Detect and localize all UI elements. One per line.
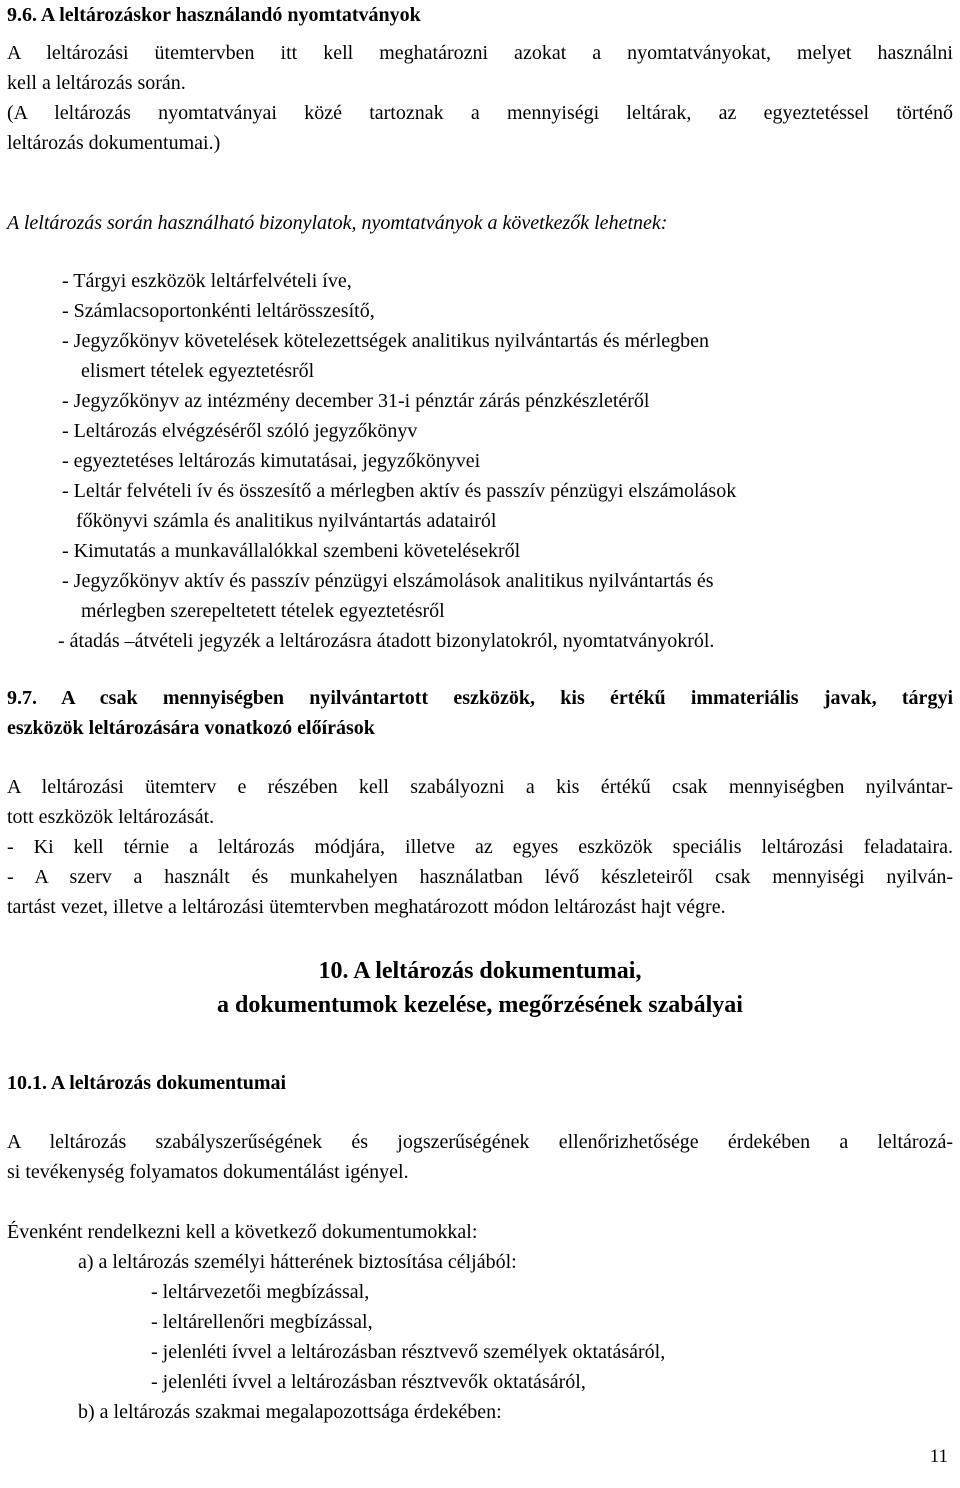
- sub-list-item: - jelenléti ívvel a leltározásban résztvevők oktatásáról,: [151, 1371, 586, 1393]
- paragraph-10-1: [7, 1127, 953, 1187]
- document-list: [78, 1247, 938, 1427]
- forms-list: [58, 266, 942, 656]
- list-item: - Kimutatás a munkavállalókkal szembeni követelésekről: [62, 540, 521, 562]
- sub-list-item: - leltárellenőri megbízással,: [151, 1311, 373, 1333]
- list-item: - Leltározás elvégzéséről szóló jegyzőkönyv: [62, 420, 418, 442]
- title-line: a dokumentumok kezelése, megőrzésének szabályai: [217, 992, 743, 1018]
- list-item: - Leltár felvételi ív és összesítő a mérlegben aktív és passzív pénzügyi elszámolások: [62, 480, 737, 502]
- list-item: - átadás –átvételi jegyzék a leltározásra átadott bizonylatokról, nyomtatványokról.: [58, 630, 715, 652]
- list-item-continuation: főkönyvi számla és analitikus nyilvántartás adatairól: [76, 510, 497, 532]
- list-item: b) a leltározás szakmai megalapozottsága érdekében:: [78, 1401, 502, 1423]
- list-item: - Jegyzőkönyv aktív és passzív pénzügyi elszámolások analitikus nyilvántartás és: [62, 570, 714, 592]
- text-line: tartást vezet, illetve a leltározási ütemtervben meghatározott módon leltározást hajt végre.: [7, 896, 726, 918]
- text-line: - Ki kell térnie a leltározás módjára, illetve az egyes eszközök speciális leltározási feladataira.: [7, 836, 953, 858]
- paragraph-9-6-intro: [7, 38, 953, 158]
- sub-list-item: - jelenléti ívvel a leltározásban résztvevő személyek oktatásáról,: [151, 1341, 666, 1363]
- text-line: tott eszközök leltározását.: [7, 806, 215, 828]
- section-heading-9-6: 9.6. A leltározáskor használandó nyomtatványok: [7, 4, 421, 26]
- forms-intro: A leltározás során használható bizonylatok, nyomtatványok a következők lehetnek:: [7, 212, 668, 234]
- list-item: - egyeztetéses leltározás kimutatásai, jegyzőkönyvei: [62, 450, 481, 472]
- list-item: - Tárgyi eszközök leltárfelvételi íve,: [62, 270, 352, 292]
- section-heading-10-1: 10.1. A leltározás dokumentumai: [7, 1072, 287, 1094]
- list-item: a) a leltározás személyi hátterének biztosítása céljából:: [78, 1251, 517, 1273]
- section-heading-9-7: [7, 683, 953, 743]
- paragraph-9-7: [7, 772, 953, 922]
- text-line: kell a leltározás során.: [7, 72, 186, 94]
- text-line: A leltározás szabályszerűségének és jogszerűségének ellenőrizhetősége érdekében a leltározá-: [7, 1131, 953, 1153]
- text-line: - A szerv a használt és munkahelyen használatban lévő készleteiről csak mennyiségi nyilván-: [7, 866, 953, 888]
- text-line: A leltározási ütemtervben itt kell meghatározni azokat a nyomtatványokat, melyet használni: [7, 42, 953, 64]
- list-item: - Jegyzőkönyv az intézmény december 31-i pénztár zárás pénzkészletéről: [62, 390, 650, 412]
- text-line: A leltározási ütemterv e részében kell szabályozni a kis értékű csak mennyiségben nyilvántar-: [7, 776, 953, 798]
- heading-text: eszközök leltározására vonatkozó előírások: [7, 717, 375, 739]
- heading-text: A csak mennyiségben nyilvántartott eszközök, kis értékű immateriális javak, tárgyi: [61, 687, 953, 709]
- list-item: - Jegyzőkönyv követelések kötelezettségek analitikus nyilvántartás és mérlegben: [62, 330, 710, 352]
- text-line: si tevékenység folyamatos dokumentálást igényel.: [7, 1161, 409, 1183]
- paragraph-10-1-documents: Évenként rendelkezni kell a következő dokumentumokkal:: [7, 1221, 478, 1243]
- list-item-continuation: mérlegben szerepeltetett tételek egyeztetésről: [81, 600, 445, 622]
- text-line: (A leltározás nyomtatványai közé tartoznak a mennyiségi leltárak, az egyeztetéssel történő: [7, 102, 953, 124]
- list-item-continuation: elismert tételek egyeztetésről: [81, 360, 315, 382]
- sub-list-item: - leltárvezetői megbízással,: [151, 1281, 370, 1303]
- title-line: 10. A leltározás dokumentumai,: [318, 958, 642, 984]
- text-line: leltározás dokumentumai.): [7, 132, 221, 154]
- list-item: - Számlacsoportonkénti leltárösszesítő,: [62, 300, 375, 322]
- section-number: 9.7.: [7, 687, 37, 709]
- chapter-title-10: [0, 954, 960, 1022]
- page-number: 11: [929, 1446, 948, 1467]
